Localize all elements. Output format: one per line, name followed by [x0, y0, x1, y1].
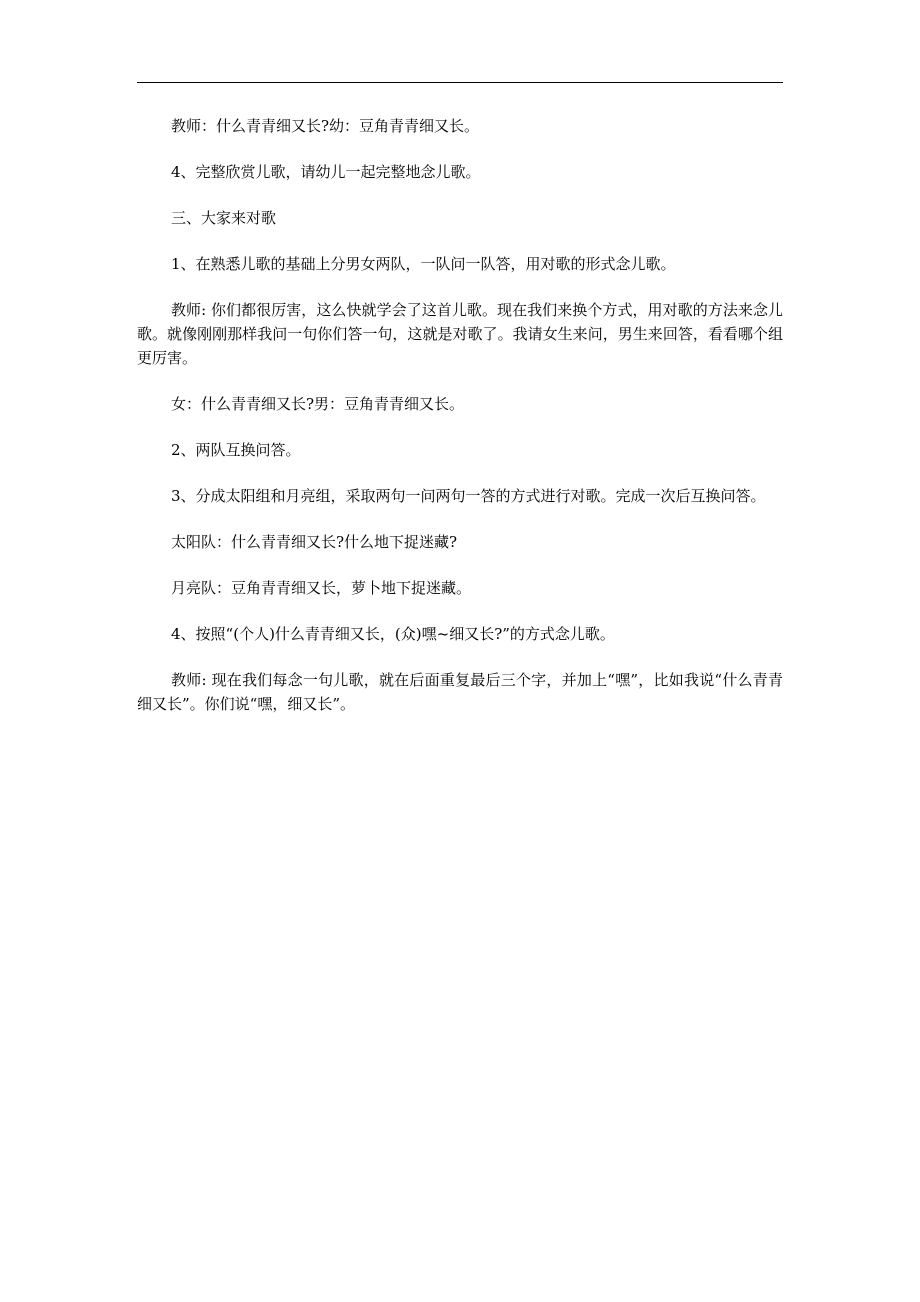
paragraph-step-4-appreciate: 4、完整欣赏儿歌，请幼儿一起完整地念儿歌。 — [171, 163, 481, 181]
section-heading-duige: 三、大家来对歌 — [171, 209, 277, 227]
paragraph-step-1-groups: 1、在熟悉儿歌的基础上分男女两队，一队问一队答，用对歌的形式念儿歌。 — [171, 255, 676, 273]
paragraph-teacher-instruction: 教师: 你们都很厉害，这么快就学会了这首儿歌。现在我们来换个方式，用对歌的方法来念儿歌。就像刚刚那样我问一句你们答一句，这就是对歌了。我请女生来问，男生来回答，看看哪个组更厉害。 — [137, 301, 783, 367]
paragraph-girls-boys-dialogue: 女：什么青青细又长?男：豆角青青细又长。 — [171, 395, 465, 413]
paragraph-step-2-swap: 2、两队互换问答。 — [171, 441, 301, 459]
paragraph-step-4-chant: 4、按照“(个人)什么青青细又长，(众)嘿~细又长?”的方式念儿歌。 — [171, 625, 615, 643]
paragraph-sun-team: 太阳队：什么青青细又长?什么地下捉迷藏? — [171, 533, 458, 551]
paragraph-teacher-question: 教师：什么青青细又长?幼：豆角青青细又长。 — [171, 117, 480, 135]
paragraph-step-3-sun-moon: 3、分成太阳组和月亮组，采取两句一问两句一答的方式进行对歌。完成一次后互换问答。 — [171, 487, 766, 505]
paragraph-teacher-repeat: 教师: 现在我们每念一句儿歌，就在后面重复最后三个字，并加上“嘿”，比如我说“什么青青细又长”。你们说“嘿，细又长”。 — [137, 671, 783, 713]
document-body — [137, 114, 783, 738]
header-rule — [137, 82, 783, 83]
paragraph-moon-team: 月亮队：豆角青青细又长，萝卜地下捉迷藏。 — [171, 579, 472, 597]
